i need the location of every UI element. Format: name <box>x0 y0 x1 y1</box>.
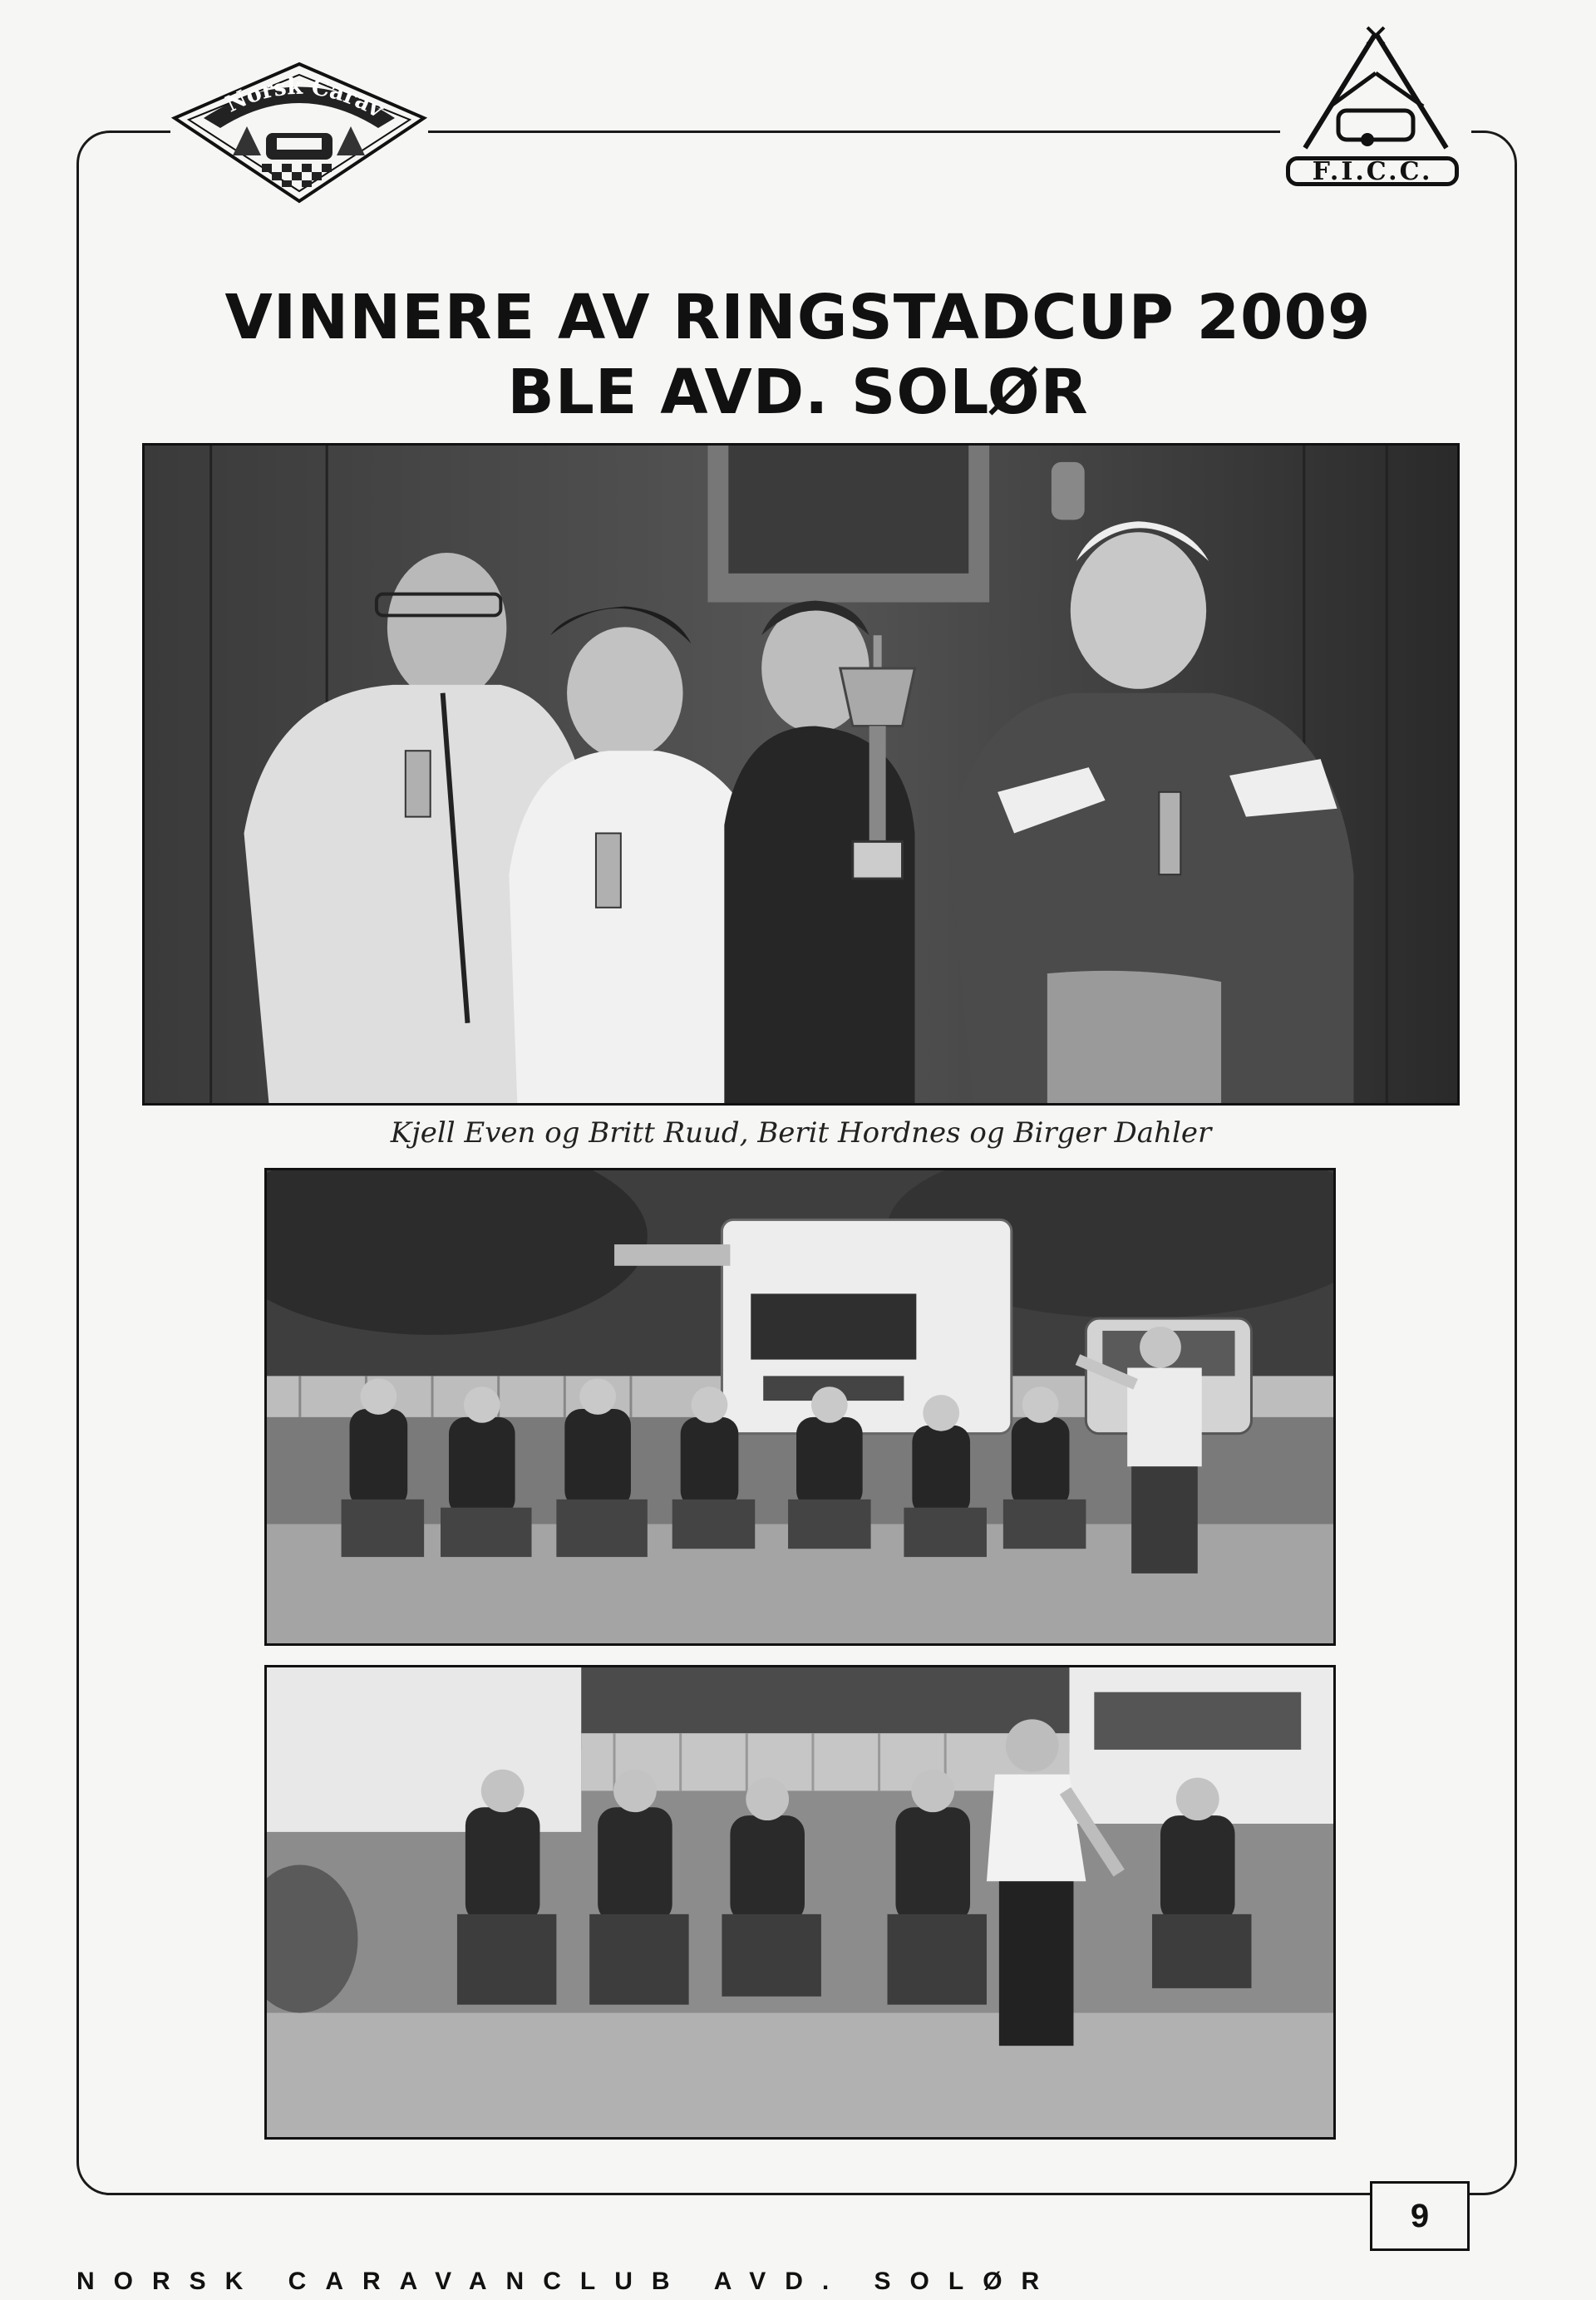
article-title-line-1: VINNERE AV RINGSTADCUP 2009 <box>224 282 1372 353</box>
ficc-logo-label: F.I.C.C. <box>1286 156 1459 186</box>
article-title-line-2: BLE AVD. SOLØR <box>507 357 1089 428</box>
ncc-logo-label: Norsk Carav <box>221 73 388 124</box>
page-number: 9 <box>1370 2181 1470 2251</box>
spectators-motorhome-photo <box>264 1168 1336 1646</box>
woman-throwing-photo <box>264 1665 1336 2140</box>
winners-photo <box>142 443 1460 1106</box>
winners-photo-caption: Kjell Even og Britt Ruud, Berit Hordnes og Birger Dahler <box>390 1116 1212 1150</box>
norsk-caravan-club-logo <box>170 60 428 205</box>
footer-publication-name: NORSK CARAVANCLUB AVD. SOLØR <box>76 2268 1059 2295</box>
